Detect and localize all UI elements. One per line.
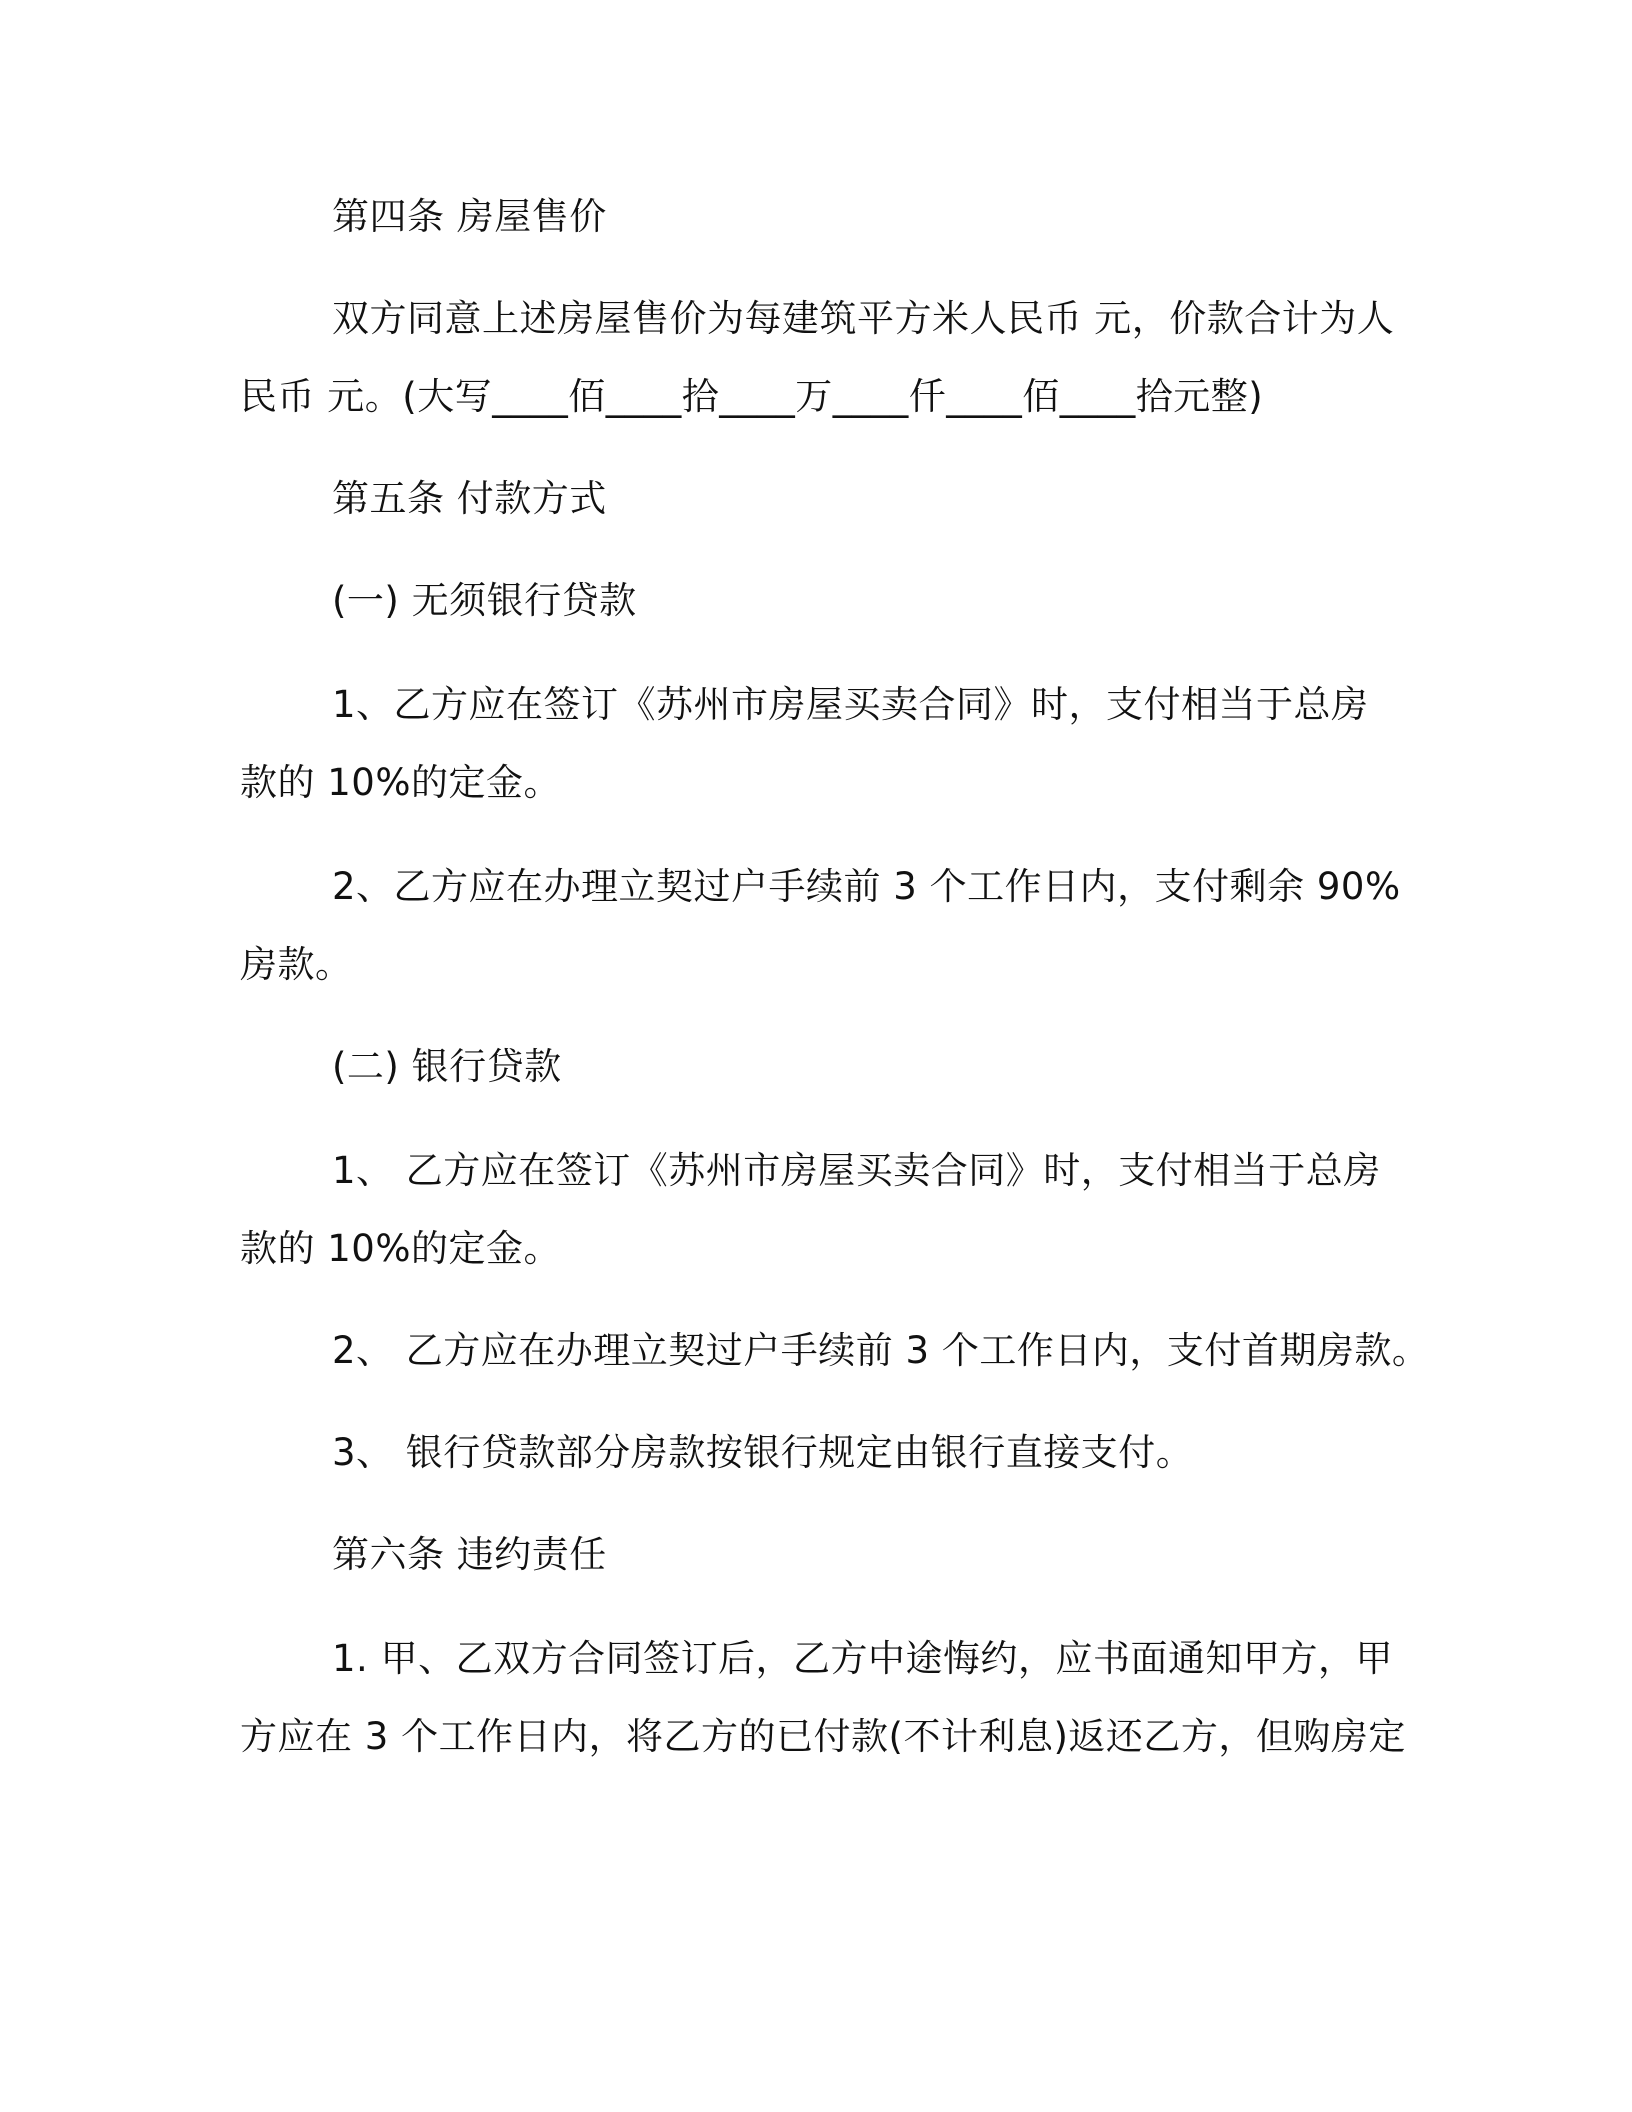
no-loan-item1-line2: 款的 10%的定金。 — [240, 761, 561, 804]
article5-heading: 第五条 付款方式 — [332, 477, 607, 520]
no-loan-heading: (一) 无须银行贷款 — [332, 579, 637, 622]
no-loan-item2-line2: 房款。 — [240, 943, 353, 986]
bank-loan-item1-line2: 款的 10%的定金。 — [240, 1227, 561, 1270]
bank-loan-item2: 2、 乙方应在办理立契过户手续前 3 个工作日内，支付首期房款。 — [332, 1329, 1430, 1372]
article4-heading: 第四条 房屋售价 — [332, 195, 607, 238]
article4-price-line2: 民币 元。(大写____佰____拾____万____仟____佰____拾元整) — [240, 375, 1264, 418]
bank-loan-heading: (二) 银行贷款 — [332, 1045, 562, 1088]
no-loan-item1-line1: 1、乙方应在签订《苏州市房屋买卖合同》时，支付相当于总房 — [332, 683, 1369, 726]
bank-loan-item1-line1: 1、 乙方应在签订《苏州市房屋买卖合同》时，支付相当于总房 — [332, 1149, 1381, 1192]
article6-heading: 第六条 违约责任 — [332, 1533, 607, 1576]
no-loan-item2-line1: 2、乙方应在办理立契过户手续前 3 个工作日内，支付剩余 90% — [332, 865, 1401, 908]
article6-item1-line2: 方应在 3 个工作日内，将乙方的已付款(不计利息)返还乙方，但购房定 — [240, 1715, 1406, 1758]
article4-price-line1: 双方同意上述房屋售价为每建筑平方米人民币 元，价款合计为人 — [332, 297, 1395, 340]
bank-loan-item3: 3、 银行贷款部分房款按银行规定由银行直接支付。 — [332, 1431, 1194, 1474]
article6-item1-line1: 1. 甲、乙双方合同签订后，乙方中途悔约，应书面通知甲方，甲 — [332, 1637, 1394, 1680]
